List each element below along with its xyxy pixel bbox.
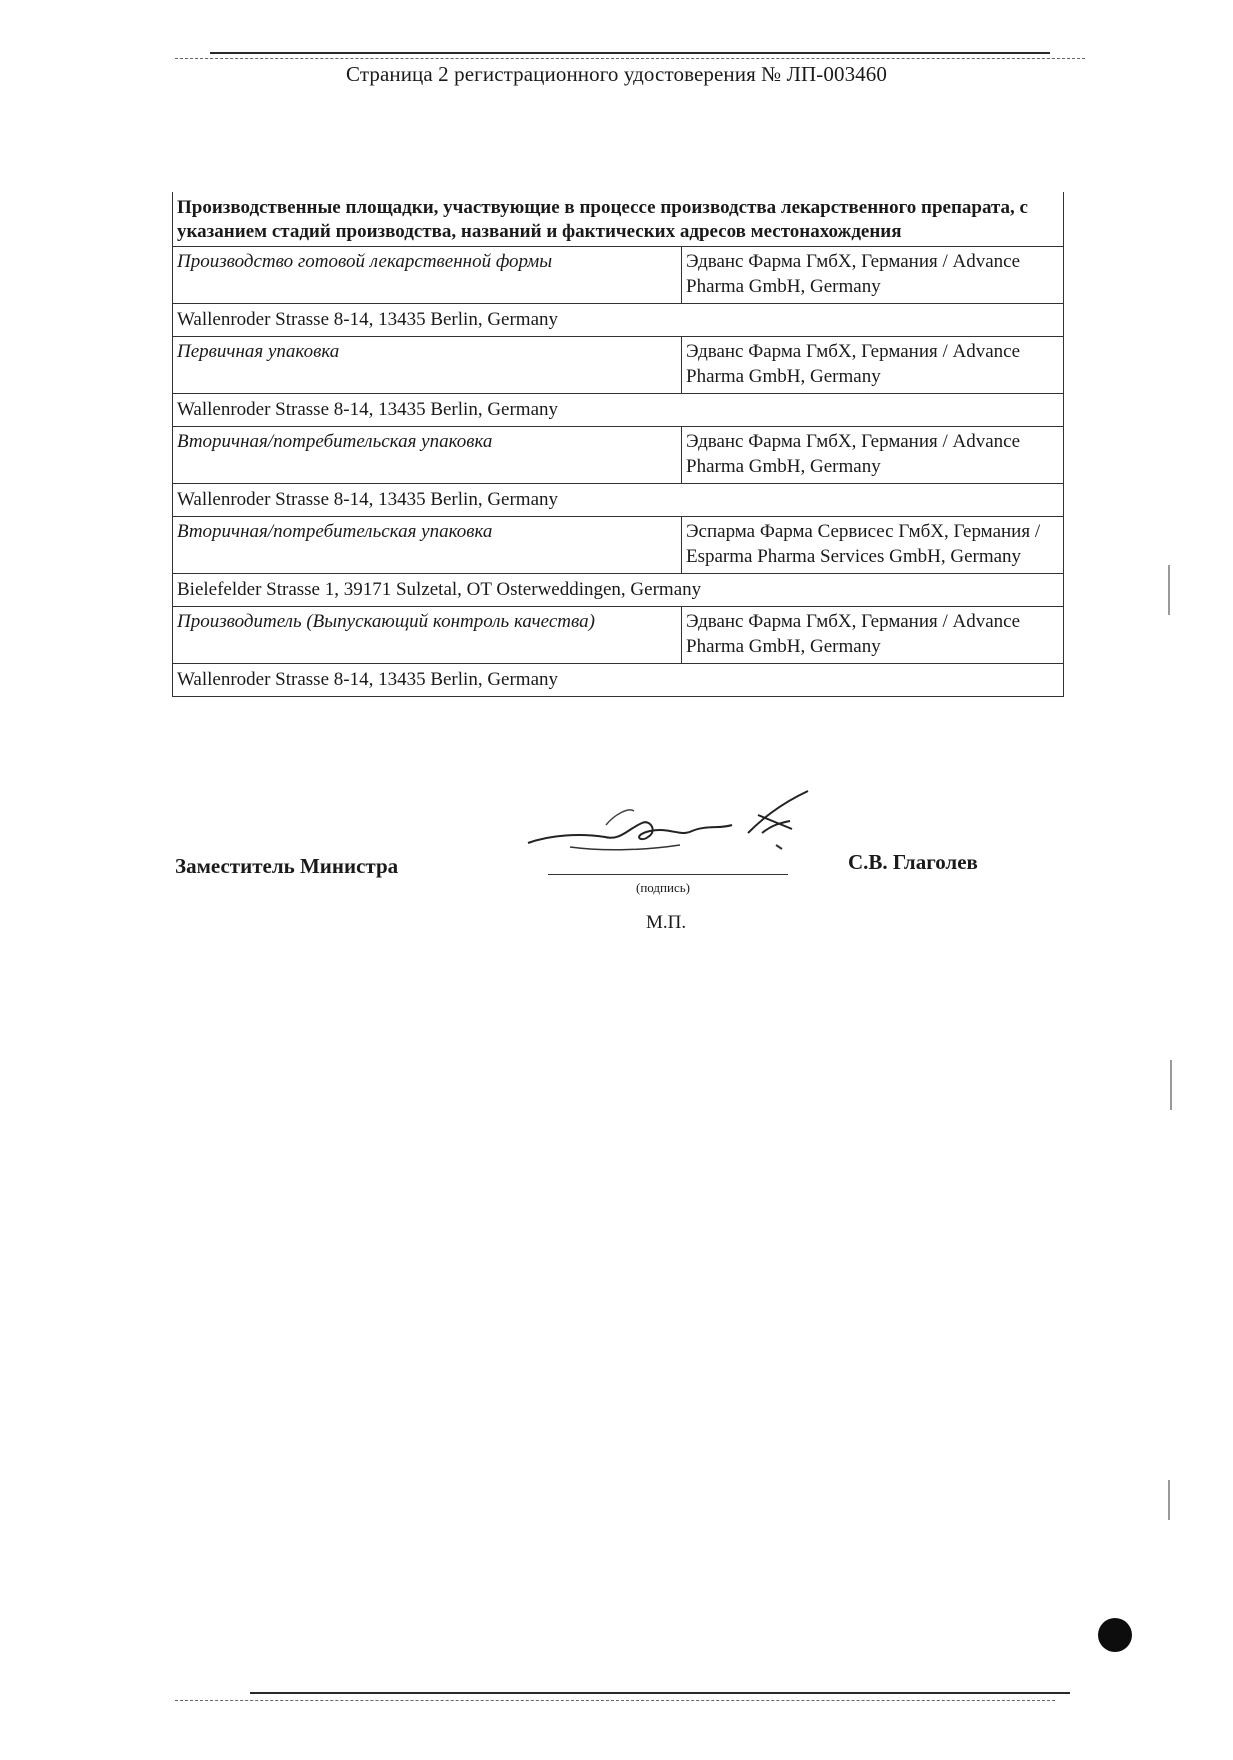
signature-line	[548, 874, 788, 875]
site-address: Wallenroder Strasse 8-14, 13435 Berlin, Germany	[173, 394, 1064, 427]
signatory-name: С.В. Глаголев	[848, 850, 978, 874]
manufacturer-name: Эдванс Фарма ГмбХ, Германия / Advance Pharma GmbH, Germany	[682, 337, 1064, 394]
production-stage: Производство готовой лекарственной формы	[173, 247, 682, 304]
manufacturer-name: Эдванс Фарма ГмбХ, Германия / Advance Pharma GmbH, Germany	[682, 607, 1064, 664]
production-stage: Вторичная/потребительская упаковка	[173, 517, 682, 574]
production-stage: Вторичная/потребительская упаковка	[173, 427, 682, 484]
table-row	[173, 517, 1064, 574]
site-address: Wallenroder Strasse 8-14, 13435 Berlin, Germany	[173, 664, 1064, 697]
signature-block	[0, 840, 1233, 960]
scan-artifact-bottom-rule	[250, 1692, 1070, 1694]
table-heading: Производственные площадки, участвующие в процессе производства лекарственного препарата, с указанием стадий производства, названий и фактических адресов местонахождения	[173, 192, 1064, 247]
table-row	[173, 247, 1064, 304]
production-stage: Первичная упаковка	[173, 337, 682, 394]
table-row	[173, 394, 1064, 427]
production-sites-table	[172, 192, 1064, 697]
site-address: Wallenroder Strasse 8-14, 13435 Berlin, Germany	[173, 484, 1064, 517]
scan-artifact-top-rule-secondary	[175, 58, 1085, 59]
scan-artifact-bottom-rule-secondary	[175, 1700, 1055, 1701]
hole-punch-mark	[1098, 1618, 1132, 1652]
production-stage: Производитель (Выпускающий контроль качества)	[173, 607, 682, 664]
scan-artifact-margin-speck	[1168, 1480, 1170, 1520]
manufacturer-name: Эдванс Фарма ГмбХ, Германия / Advance Pharma GmbH, Germany	[682, 247, 1064, 304]
manufacturer-name: Эдванс Фарма ГмбХ, Германия / Advance Pharma GmbH, Germany	[682, 427, 1064, 484]
site-address: Bielefelder Strasse 1, 39171 Sulzetal, OT Osterweddingen, Germany	[173, 574, 1064, 607]
scan-artifact-margin-speck	[1170, 1060, 1172, 1110]
signature-caption: (подпись)	[636, 880, 690, 895]
scan-artifact-top-rule	[210, 52, 1050, 54]
stamp-placeholder: М.П.	[646, 912, 687, 933]
scan-artifact-margin-speck	[1168, 565, 1170, 615]
manufacturer-name: Эспарма Фарма Сервисес ГмбХ, Германия / Esparma Pharma Services GmbH, Germany	[682, 517, 1064, 574]
site-address: Wallenroder Strasse 8-14, 13435 Berlin, Germany	[173, 304, 1064, 337]
table-row	[173, 664, 1064, 697]
page-title: Страница 2 регистрационного удостоверения № ЛП-003460	[346, 62, 887, 86]
signatory-position: Заместитель Министра	[175, 854, 399, 878]
table-row	[173, 427, 1064, 484]
table-row	[173, 607, 1064, 664]
table-row	[173, 337, 1064, 394]
table-heading-row	[173, 192, 1064, 247]
table-row	[173, 484, 1064, 517]
table-row	[173, 574, 1064, 607]
table-row	[173, 304, 1064, 337]
